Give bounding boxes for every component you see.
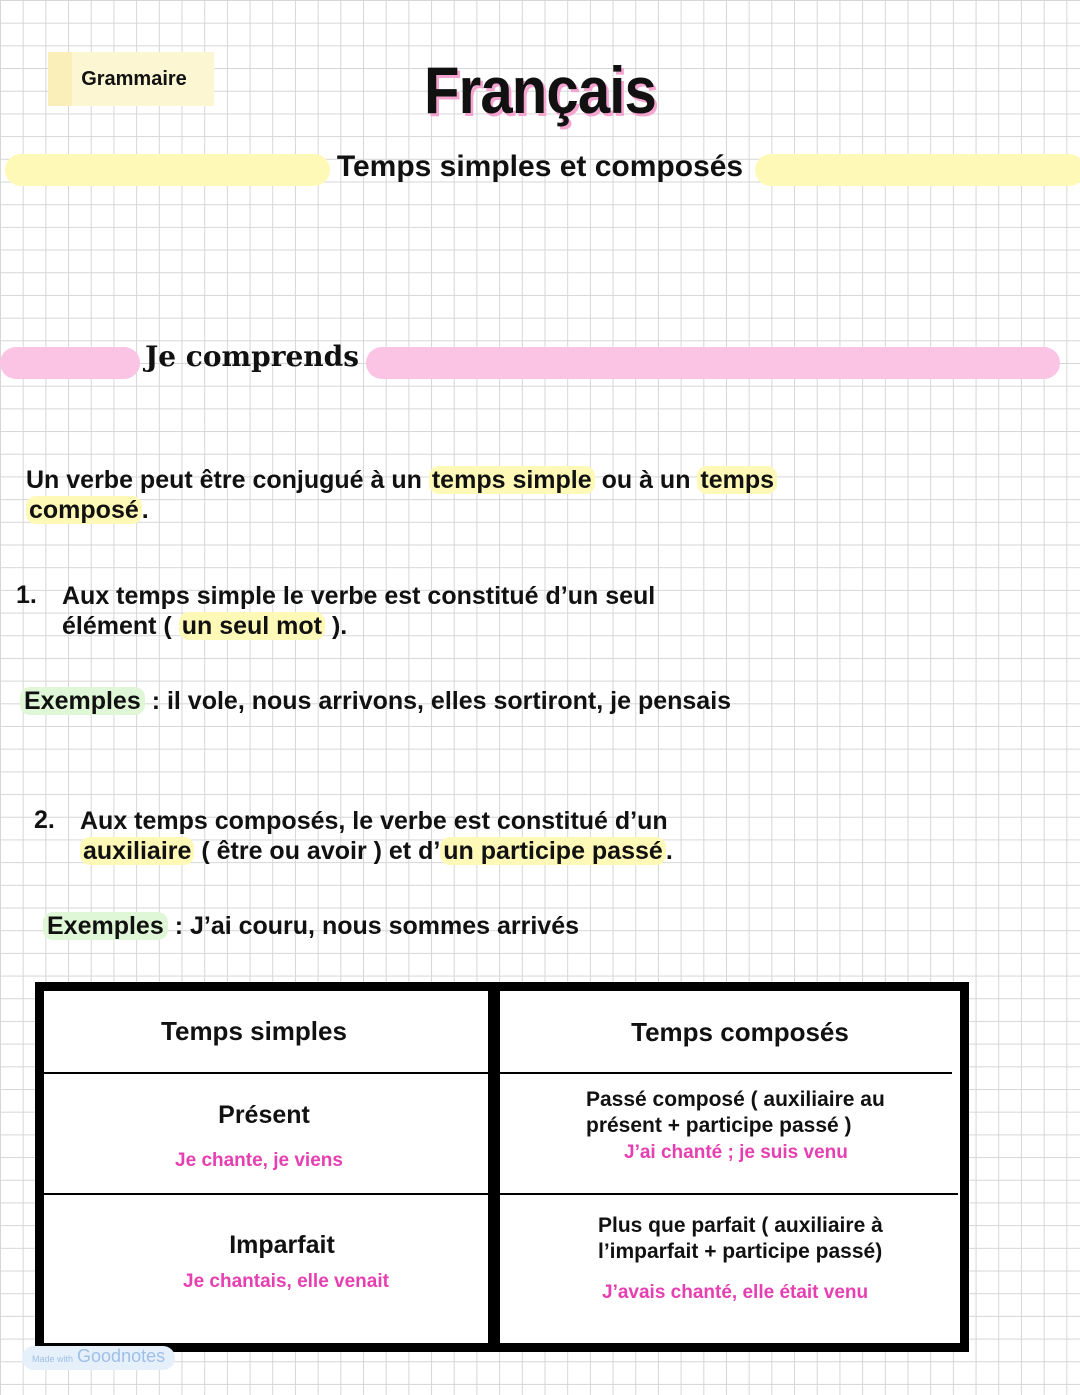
intro-text: Un verbe peut être conjugué à un [26,466,429,494]
list-item-text: ( être ou avoir ) et d’ [194,837,441,865]
section-heading: Je comprends [145,340,360,373]
desc-passe-compose [586,1087,956,1139]
subject-badge: Grammaire [48,52,214,106]
page-title: Français [424,53,656,127]
highlight-un-seul-mot: un seul mot [179,612,325,640]
list-item-text: ). [325,612,348,640]
example-imparfait: Je chantais, elle venait [183,1271,389,1292]
highlight-auxiliaire: auxiliaire [80,837,194,865]
list-item-text: élément ( [62,612,179,640]
desc-plus-que-parfait [598,1213,968,1265]
tense-present: Présent [218,1101,310,1129]
highlight-band-right [755,154,1080,186]
examples-text: : J’ai couru, nous sommes arrivés [167,912,580,940]
section-band-right [366,347,1060,379]
desc-line: Passé composé ( auxiliaire au [586,1088,885,1111]
examples-line-2 [43,911,843,941]
list-item-text: Aux temps simple le verbe est constitué d’un seul [62,582,656,610]
desc-line: présent + participe passé ) [586,1114,852,1137]
list-number-1: 1. [16,581,37,609]
table-divider-vertical [488,984,500,1350]
table-divider-row [44,1193,958,1195]
intro-text: ou à un [594,466,698,494]
example-plus-que-parfait: J’avais chanté, elle était venu [602,1282,869,1303]
intro-text: . [141,496,149,524]
list-item-2 [80,806,780,866]
table-divider-row [44,1072,952,1074]
list-item-text: Aux temps composés, le verbe est constitué d’un [80,807,668,835]
watermark-brand: Goodnotes [77,1346,166,1366]
intro-paragraph [26,465,816,525]
section-band-left [0,347,140,379]
highlight-temps-simple: temps simple [429,466,595,494]
highlight-participe-passe: un participe passé [440,837,666,865]
examples-text: : il vole, nous arrivons, elles sortiront, je pensais [144,687,732,715]
highlight-compose: composé [26,496,142,524]
table-header-composes: Temps composés [631,1017,849,1047]
highlight-temps: temps [697,466,777,494]
page-subtitle: Temps simples et composés [336,150,744,183]
examples-label: Exemples [43,912,168,940]
goodnotes-watermark [22,1346,175,1370]
watermark-prefix: Made with [32,1354,74,1364]
table-header-simples: Temps simples [161,1016,347,1046]
example-passe-compose: J’ai chanté ; je suis venu [624,1142,848,1163]
list-item-text: . [665,837,673,865]
example-present: Je chante, je viens [175,1150,343,1171]
examples-line-1 [20,686,820,716]
desc-line: l’imparfait + participe passé) [598,1240,883,1263]
examples-label: Exemples [20,687,145,715]
desc-line: Plus que parfait ( auxiliaire à [598,1214,883,1237]
tense-imparfait: Imparfait [229,1231,335,1259]
list-item-1 [62,581,762,641]
highlight-band-left [5,154,330,186]
list-number-2: 2. [34,806,55,834]
